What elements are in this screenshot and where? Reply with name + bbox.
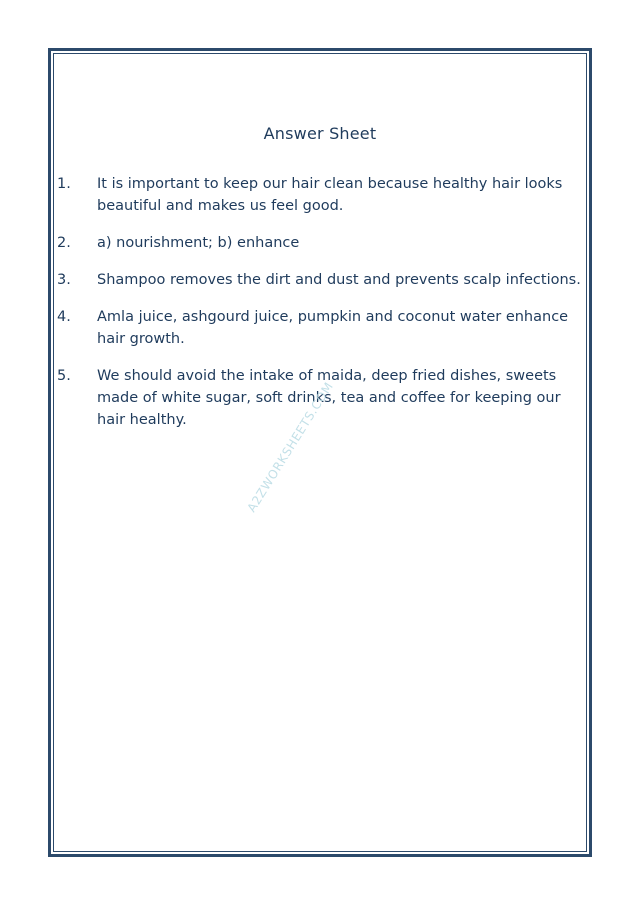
watermark: A2ZWORKSHEETS.COM <box>244 379 337 515</box>
answer-number: 2. <box>57 235 71 251</box>
answer-number: 1. <box>57 176 71 192</box>
answer-text: a) nourishment; b) enhance <box>97 235 300 251</box>
answer-number: 5. <box>57 368 71 384</box>
answer-item <box>57 269 587 291</box>
answer-item <box>57 173 587 217</box>
answer-text: Amla juice, ashgourd juice, pumpkin and coconut water enhance hair growth. <box>97 309 569 347</box>
answer-text: It is important to keep our hair clean because healthy hair looks beautiful and makes us feel good. <box>97 176 563 214</box>
page-title: Answer Sheet <box>263 124 377 143</box>
answer-number: 4. <box>57 309 71 325</box>
answer-text: We should avoid the intake of maida, deep fried dishes, sweets made of white sugar, soft drinks, tea and coffee for keeping our hair healthy. <box>97 368 561 428</box>
answer-item <box>57 232 587 254</box>
answer-number: 3. <box>57 272 71 288</box>
answer-text: Shampoo removes the dirt and dust and prevents scalp infections. <box>97 272 581 288</box>
answer-item <box>57 306 587 350</box>
